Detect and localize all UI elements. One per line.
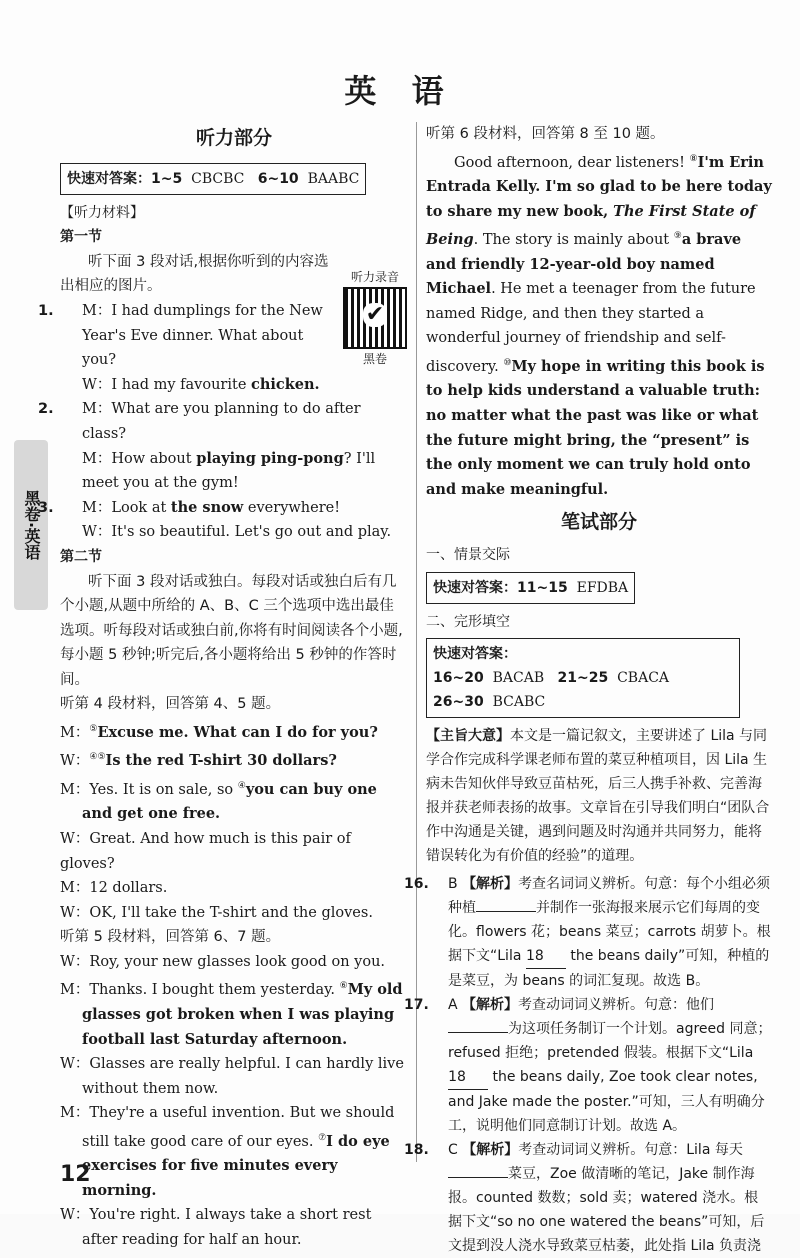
q17-explanation: 17. A 【解析】考查动词词义辨析。句意：他们为这项任务制订一个计划。agreed 同意；refused 拒绝；pretended 假装。根据下文“Lila 18 the beans daily, Zoe took clear notes, and Jake made the poster.”可知，三人有明确分工，说明他们同意制订计划。故选 A。 — [404, 997, 772, 1135]
segment4-label: 听第 4 段材料，回答第 4、5 题。 — [60, 696, 281, 713]
q16-explanation: 16. B 【解析】考查名词词义辨析。句意：每个小组必须种植 并制作一张海报来展示它们每周的变化。flowers 花；beans 菜豆；carrots 胡萝卜。根据下文“Lila 18 the beans daily”可知，种植的是菜豆，为 beans 的词汇复现。故选 B。 — [404, 876, 771, 990]
page-title: 英 语 — [344, 72, 456, 110]
s4-line1: M：⑤Excuse me. What can I do for you? — [60, 723, 378, 741]
qr-top-label: 听力录音 — [350, 270, 399, 284]
s5-line2: M：Thanks. I bought them yesterday. ⑥My old glasses got broken when I was playing football last Saturday afternoon. — [60, 981, 403, 1048]
s5-line4: M：They're a useful invention. But we should still take good care of our eyes. ⑦I do eye exercises for five minutes every morning. — [60, 1105, 395, 1199]
answers-2: BAABC — [307, 170, 360, 187]
section2-instructions: 听下面 3 段对话或独白。每段对话或独白后有几个小题,从题中所给的 A、B、C 三个选项中选出最佳选项。听每段对话或独白前,你将有时间阅读各个小题,每小题 5 秒钟;听完后,各小题将给出 5 秒钟的作答时间。 — [60, 573, 403, 688]
quick-answer-label: 快速对答案： — [67, 170, 151, 187]
qr-bottom-label: 黑卷 — [362, 352, 387, 366]
q2-man-2: M：How about playing ping-pong? I'll meet you at the gym! — [82, 449, 376, 492]
q3-man: 3. M：Look at the snow everywhere! — [38, 498, 341, 516]
section1-label: 第一节 — [60, 229, 102, 246]
s5-line5: W：You're right. I always take a short rest after reading for half an hour. — [60, 1207, 372, 1249]
q18-explanation: 18. C 【解析】考查动词词义辨析。句意：Lila 每天菜豆，Zoe 做清晰的笔记，Jake 制作海报。counted 数数；sold 卖；watered 浇水。根据下文“so no one watered the beans”可知，后文提到没人浇水导致菜豆枯萎，此处指 Lila 负责浇 — [404, 1142, 765, 1255]
listening-heading: 听力部分 — [195, 127, 272, 149]
s4-line5: M：12 dollars. — [60, 880, 168, 897]
section2-label: 第二节 — [60, 548, 102, 565]
qr-code-icon — [343, 287, 407, 349]
segment5-label: 听第 5 段材料，回答第 6、7 题。 — [60, 929, 281, 946]
left-column — [38, 122, 408, 1253]
s4-line4: W：Great. And how much is this pair of gloves? — [60, 830, 351, 872]
material-label: 【听力材料】 — [60, 204, 144, 221]
q1-woman: W：I had my favourite chicken. — [82, 375, 320, 393]
page-number: 12 — [60, 1162, 91, 1187]
right-column — [404, 122, 772, 1258]
main-idea: 【主旨大意】本文是一篇记叙文，主要讲述了 Lila 与同学合作完成科学课老师布置的菜豆种植项目，因 Lila 生病未告知伙伴导致豆苗枯死，后三人携手补救、完善海报并获老师表扬的故事。文章旨在引导我们明白“团队合作中沟通是关键，遇到问题及时沟通并共同努力，能将错误转化为有价值的经验”的道理。 — [426, 728, 770, 865]
answers-1: CBCBC — [191, 170, 245, 187]
range-1: 1~5 — [151, 170, 183, 187]
s4-line6: W：OK, I'll take the T-shirt and the gloves. — [60, 904, 373, 921]
qr-code-block[interactable] — [342, 270, 408, 366]
section1-instructions: 听下面 3 段对话,根据你听到的内容选出相应的图片。 — [60, 253, 329, 295]
quick-answer-box-listening — [60, 163, 366, 195]
s5-line3: W：Glasses are really helpful. I can hardly live without them now. — [60, 1056, 404, 1097]
segment6-passage: Good afternoon, dear listeners! ⑧I'm Erin Entrada Kelly. I'm so glad to be here today to share my new book, The First State of Being. The story is mainly about ⑨a brave and friendly 12-year-old boy named Michael. He met a teenager from the future named Ridge, and then they started a wonderful journey of friendship and self-discovery. ⑩My hope in writing this book is to help kids understand a valuable truth: no matter what the past was like or what the future might bring, the “present” is the only moment we can truly hold onto and make meaningful. — [426, 153, 772, 498]
side-tab: 黑卷·英语 — [14, 440, 48, 610]
s4-line3: M：Yes. It is on sale, so ④you can buy one and get one free. — [60, 780, 377, 823]
q2-man: 2. M：What are you planning to do after class? — [38, 401, 361, 442]
s4-line2: W：④⑤Is the red T-shirt 30 dollars? — [60, 752, 337, 770]
range-2: 6~10 — [257, 170, 299, 187]
part1-label: 一、情景交际 — [426, 546, 510, 563]
part2-label: 二、完形填空 — [426, 613, 510, 630]
q3-woman: W：It's so beautiful. Let's go out and play. — [82, 524, 392, 541]
q1-man: 1. M：I had dumplings for the New Year's Eve dinner. What about you? — [38, 302, 323, 369]
s5-line1: W：Roy, your new glasses look good on you. — [60, 953, 386, 970]
quick-answer-box-part1: 快速对答案：11~15 EFDBA — [426, 572, 635, 604]
written-heading: 笔试部分 — [560, 511, 637, 534]
quick-answer-box-part2: 快速对答案：16~20 BACAB 21~25 CBACA 26~30 BCABC — [426, 638, 740, 718]
segment6-label: 听第 6 段材料，回答第 8 至 10 题。 — [426, 126, 665, 142]
